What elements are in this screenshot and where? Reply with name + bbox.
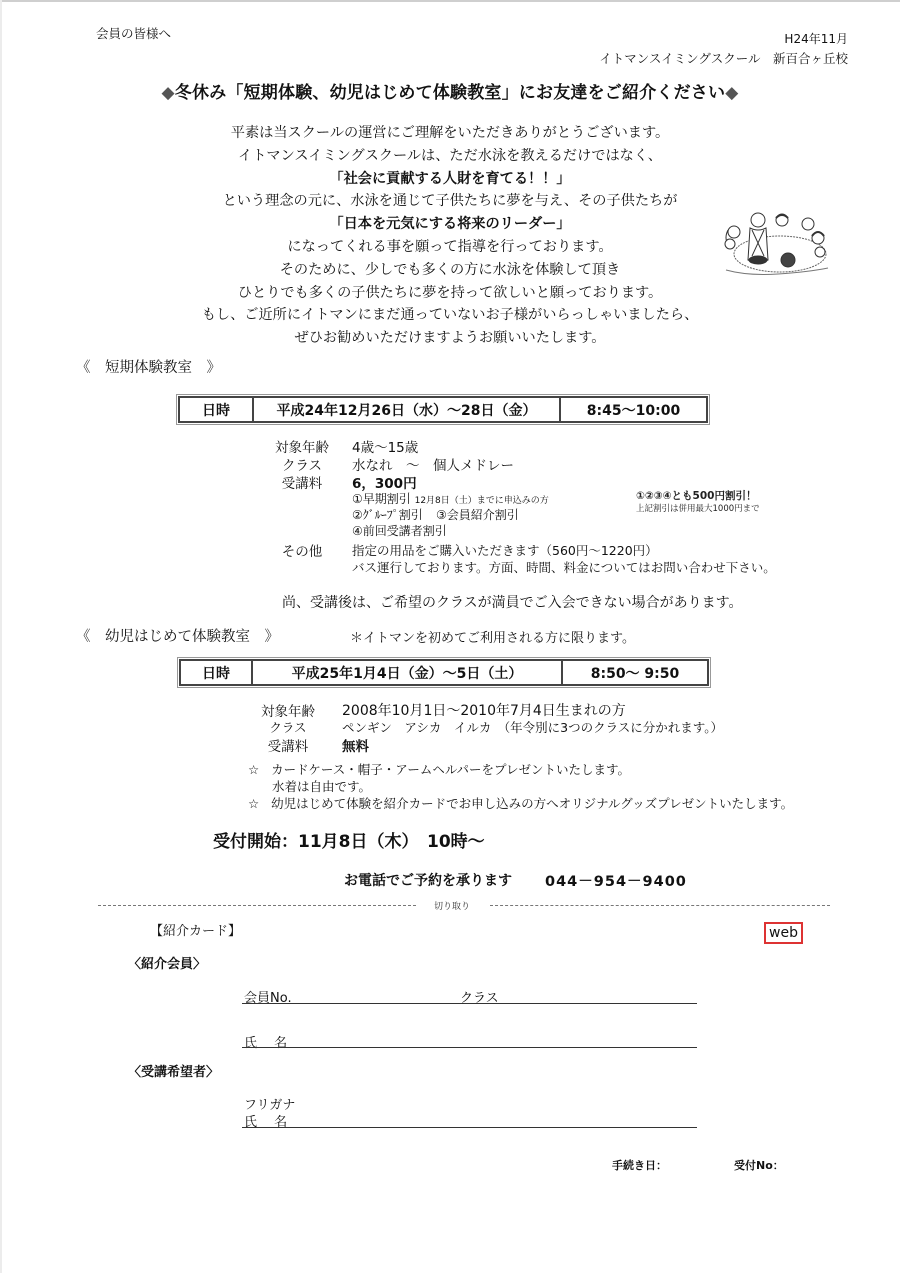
schedule-time: 8:50～ 9:50	[590, 665, 680, 682]
gift-bullet-text: カードケース・帽子・アームヘルパーをプレゼントいたします。	[271, 762, 631, 777]
star-icon: ☆	[248, 796, 260, 811]
schedule-label: 日時	[181, 661, 253, 684]
short-course-heading: 《 短期体験教室 》	[76, 360, 221, 376]
intro-line-emphasis: 「日本を元気にする将来のリーダー」	[329, 216, 571, 233]
reception-start: 受付開始：11月8日（木） 10時～	[213, 832, 485, 852]
web-badge: web	[764, 922, 803, 944]
class-field-label: クラス	[460, 991, 499, 1006]
fee-value: 6，300円	[352, 476, 417, 492]
fee-value: 無料	[342, 739, 369, 755]
page-title	[0, 78, 900, 103]
cut-line	[98, 905, 416, 906]
referrer-name-label: 氏 名	[244, 1036, 288, 1051]
star-icon: ☆	[248, 762, 260, 777]
children-swimming-illustration	[718, 210, 836, 280]
discount-promo-note	[636, 490, 760, 516]
other-label: その他	[281, 544, 323, 560]
procedure-date-label: 手続き日：	[612, 1159, 667, 1172]
target-age-label: 対象年齢	[261, 704, 315, 720]
referral-card-title: 【紹介カード】	[150, 924, 242, 939]
gift-bullet-sub: 水着は自由です。	[272, 779, 372, 794]
promo-line-note: 上記割引は併用最大1000円まで	[636, 504, 760, 514]
referrer-section-heading: 〈紹介会員〉	[128, 957, 207, 972]
scan-left-edge	[0, 0, 2, 1273]
discount-returning: ④前回受講者割引	[352, 524, 447, 538]
enrollment-notice: 尚、受講後は、ご希望のクラスが満員でご入会できない場合があります。	[282, 595, 743, 611]
school-name: イトマンスイミングスクール 新百合ヶ丘校	[599, 51, 848, 66]
schedule-dates: 平成25年1月4日（金）～5日（土）	[253, 661, 563, 684]
cut-here-label: 切り取り	[434, 902, 471, 912]
page-title-text: 冬休み「短期体験、幼児はじめて体験教室」にお友達をご紹介ください	[174, 83, 726, 103]
issue-date: H24年11月	[784, 32, 848, 46]
infant-course-heading: 《 幼児はじめて体験教室 》	[76, 629, 279, 645]
intro-line: になってくれる事を願って指導を行っております。	[287, 238, 613, 255]
intro-line: という理念の元に、水泳を通じて子供たちに夢を与え、その子供たちが	[222, 193, 678, 210]
discount-early-note: 12月8日（土）までに申込みの方	[414, 496, 549, 506]
class-label: クラス	[269, 720, 307, 735]
referrer-name-input-line[interactable]	[242, 1047, 697, 1048]
promo-line: ①②③④とも500円割引！	[636, 490, 757, 502]
intro-line-emphasis: 「社会に貢献する人財を育てる！！」	[329, 170, 571, 187]
schedule-dates: 平成24年12月26日（水）～28日（金）	[254, 398, 561, 421]
intro-line: イトマンスイミングスクールは、ただ水泳を教えるだけではなく、	[238, 147, 662, 164]
other-line: バス運行しております。方面、時間、料金についてはお問い合わせ下さい。	[352, 560, 776, 575]
other-line: 指定の用品をご購入いただきます（560円～1220円）	[352, 543, 658, 558]
schedule-label: 日時	[180, 398, 254, 421]
class-value: ペンギン アシカ イルカ （年令別に3つのクラスに分かれます。）	[342, 720, 723, 735]
intro-paragraph	[160, 122, 740, 350]
phone-reservation-label: お電話でご予約を承ります	[344, 873, 512, 889]
discount-group: ②ｸﾞﾙｰﾌﾟ割引	[352, 508, 423, 522]
applicant-name-label: 氏 名	[244, 1115, 288, 1130]
class-label: クラス	[281, 458, 323, 474]
member-no-class-input-line[interactable]	[242, 1003, 697, 1004]
cut-line	[490, 905, 830, 906]
reception-no-label: 受付No：	[734, 1159, 784, 1172]
gift-bullet-text: 幼児はじめて体験を紹介カードでお申し込みの方へオリジナルグッズプレゼントいたします。	[271, 796, 794, 811]
applicant-name-input-line[interactable]	[242, 1127, 697, 1128]
salutation: 会員の皆様へ	[96, 26, 172, 41]
diamond-icon: ◆	[161, 83, 175, 103]
furigana-label: フリガナ	[244, 1098, 296, 1113]
infant-course-schedule-box	[179, 659, 709, 686]
gift-bullet	[248, 794, 793, 812]
fee-label: 受講料	[281, 476, 323, 492]
phone-number: 044－954－9400	[545, 874, 687, 890]
gift-bullet	[248, 760, 630, 778]
intro-line: もし、ご近所にイトマンにまだ通っていないお子様がいらっしゃいましたら、	[201, 307, 699, 324]
intro-line: ぜひお勧めいただけますようお願いいたします。	[294, 330, 606, 347]
member-no-label: 会員No.	[244, 991, 292, 1006]
class-value: 水なれ ～ 個人メドレー	[352, 458, 514, 474]
target-age-value: 2008年10月1日～2010年7月4日生まれの方	[342, 703, 626, 719]
target-age-value: 4歳～15歳	[352, 440, 419, 456]
applicant-section-heading: 〈受講希望者〉	[128, 1065, 220, 1080]
schedule-time: 8:45～10:00	[586, 402, 681, 419]
intro-line: ひとりでも多くの子供たちに夢を持って欲しいと願っております。	[237, 284, 663, 301]
intro-line: 平素は当スクールの運営にご理解をいただきありがとうございます。	[230, 125, 670, 141]
scan-top-edge	[0, 0, 900, 2]
short-course-schedule-box	[178, 396, 708, 423]
target-age-label: 対象年齢	[275, 440, 329, 456]
infant-course-note: ＊イトマンを初めてご利用される方に限ります。	[350, 631, 635, 646]
intro-line: そのために、少しでも多くの方に水泳を体験して頂き	[279, 261, 621, 278]
discount-member-referral: ③会員紹介割引	[436, 508, 519, 522]
discount-early-label: ①早期割引	[352, 492, 411, 506]
discount-early	[352, 490, 549, 507]
fee-label: 受講料	[267, 739, 309, 755]
diamond-icon: ◆	[725, 83, 739, 103]
